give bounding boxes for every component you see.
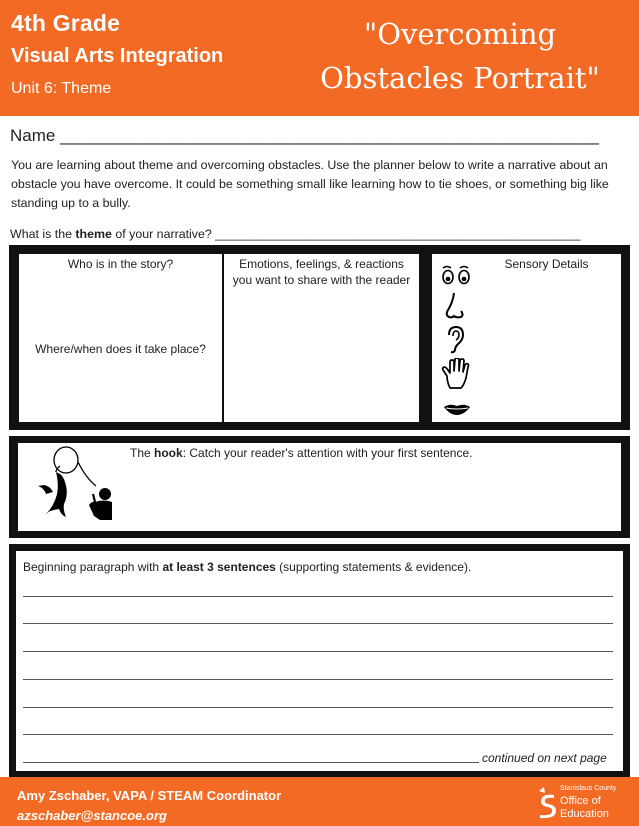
- logo-line-3: Education: [560, 808, 609, 820]
- page-footer: [0, 777, 639, 826]
- emotions-label: [224, 256, 419, 288]
- theme-suffix: of your narrative?: [111, 227, 216, 241]
- paragraph-bold: at least 3 sentences: [162, 560, 276, 574]
- who-label: Who is in the story?: [67, 257, 174, 271]
- theme-blank: _____________________________________________________: [215, 227, 581, 241]
- logo-line-1: Stanislaus County: [560, 785, 617, 792]
- emotions-cell[interactable]: [224, 254, 419, 422]
- theme-bold: theme: [75, 227, 112, 241]
- paragraph-box: [9, 544, 630, 778]
- hand-icon: [441, 358, 471, 390]
- writing-line[interactable]: [23, 762, 479, 763]
- author-email[interactable]: azschaber@stancoe.org: [17, 808, 167, 823]
- subject-heading: Visual Arts Integration: [11, 45, 224, 67]
- nose-icon: [444, 292, 466, 320]
- who-where-cell[interactable]: [19, 254, 222, 422]
- paragraph-prompt: [23, 560, 471, 574]
- hook-suffix: : Catch your reader's attention with your first sentence.: [182, 446, 473, 460]
- where-label: Where/when does it take place?: [35, 342, 206, 356]
- emotions-line-1: Emotions, feelings, & reactions: [239, 257, 404, 271]
- writing-line[interactable]: [23, 596, 613, 597]
- eyes-icon: [441, 264, 471, 286]
- title-line-1: "Overcoming: [363, 17, 557, 51]
- page-header: [0, 0, 639, 116]
- name-field[interactable]: [10, 126, 599, 146]
- hook-prefix: The: [130, 446, 155, 460]
- continued-note: continued on next page: [482, 751, 607, 765]
- emotions-line-2: you want to share with the reader: [232, 273, 411, 287]
- hook-box: [9, 436, 630, 538]
- paragraph-suffix: (supporting statements & evidence).: [275, 560, 472, 574]
- paragraph-prefix: Beginning paragraph with: [23, 560, 163, 574]
- writing-line[interactable]: [23, 651, 613, 652]
- theme-prefix: What is the: [10, 227, 76, 241]
- unit-label: Unit 6: Theme: [11, 80, 112, 97]
- logo-line-2: Office of: [560, 795, 601, 807]
- ear-icon: [445, 326, 465, 354]
- sensory-label: Sensory Details: [504, 257, 589, 271]
- writing-line[interactable]: [23, 679, 613, 680]
- hook-prompt: [130, 446, 472, 460]
- grade-heading: 4th Grade: [11, 10, 121, 36]
- org-logo: [536, 781, 636, 823]
- name-label: Name: [10, 126, 56, 145]
- paragraph-cell[interactable]: [16, 551, 623, 771]
- author-name: Amy Zschaber, VAPA / STEAM Coordinator: [17, 788, 282, 803]
- worksheet-title: [290, 12, 630, 100]
- name-blank: _________________________________________________________: [60, 126, 600, 145]
- theme-question[interactable]: [10, 227, 580, 241]
- title-line-2: Obstacles Portrait": [320, 61, 600, 95]
- logo-mark-icon: [536, 787, 558, 819]
- instructions: You are learning about theme and overcoming obstacles. Use the planner below to write a narrative about an obstacle you have overcome. It could be something small like learning how to tie shoes, or something big like standing up to a bully.: [11, 158, 609, 210]
- hook-cell[interactable]: [18, 443, 621, 531]
- planner-grid: [9, 245, 630, 430]
- hook-bold: hook: [154, 446, 183, 460]
- fishing-hook-icon: [32, 444, 118, 524]
- writing-line[interactable]: [23, 707, 613, 708]
- writing-line[interactable]: [23, 623, 613, 624]
- sensory-cell[interactable]: [432, 254, 621, 422]
- mouth-icon: [443, 402, 471, 416]
- writing-line[interactable]: [23, 734, 613, 735]
